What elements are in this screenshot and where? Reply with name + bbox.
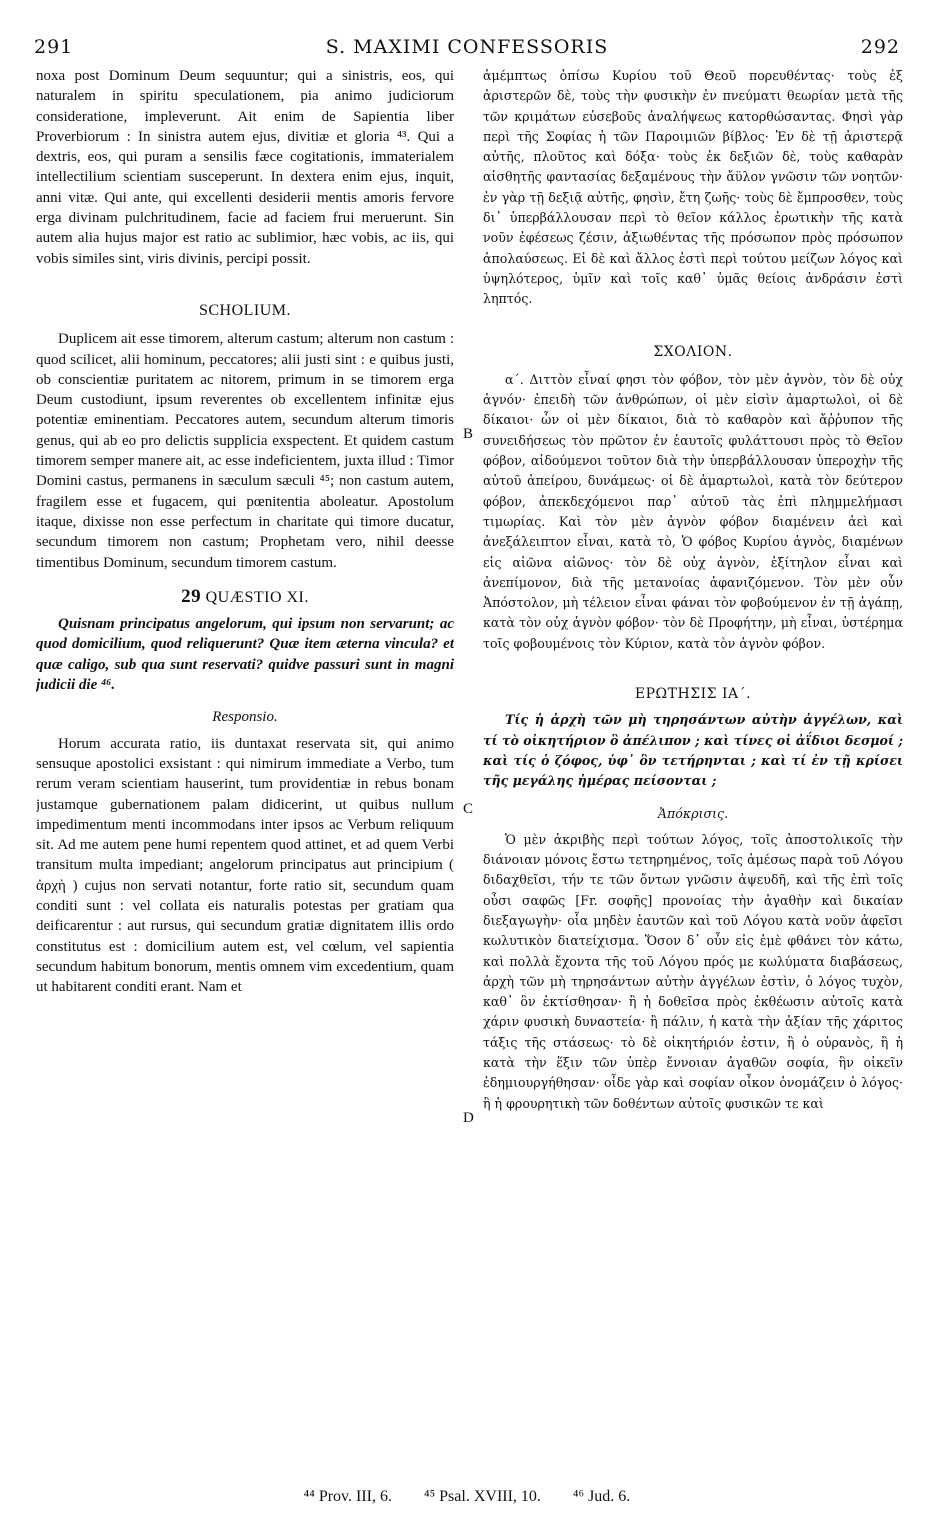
- latin-question-title: QUÆSTIO XI.: [205, 588, 309, 606]
- greek-scholium-text: α΄. Διττὸν εἶναί φησι τὸν φόβον, τὸν μὲν ἁγνὸν, τὸν δὲ οὐχ ἁγνόν· ἐπειδὴ τῶν ἀνθρώπων, οἱ μὲν εἰσὶν ἁμαρτωλοὶ, οἱ δὲ δίκαιοι· ὧν οἱ μὲν δίκαιοι, διὰ τὸ καθαρὸν καὶ ἄῤῥυπον τῆς συνειδήσεως τὸν πρῶτον ἐν ἑαυτοῖς φυλάττουσι πρὸς τὸ Θεῖον φόβον, αἰδούμενοι τοῦτον διὰ τὴν ὑπερβάλλουσαν ὑπεροχὴν τῆς αὐτοῦ ἀπείρου, δυνάμεως· οἱ δὲ ἁμαρτωλοὶ, κατὰ τὸν δεύτερον φόβον, ἀπεκδεχόμενοι παρ᾽ αὐτοῦ τὰς ἐπὶ πλημμελήμασι τιμωρίας. Καὶ τὸν μὲν ἁγνὸν φόβον διαμένειν ἀεὶ καὶ ἀνεξάλειπτον εἶναι, κατὰ τὸ, Ὁ φόβος Κυρίου ἁγνὸς, διαμένων εἰς αἰῶνα αἰῶνος· τὸν δὲ οὐχ ἁγνὸν, ἐξίτηλον εἶναι καὶ ἀνεπίμονον, διὰ τῆς μετανοίας ἀφανιζόμενον. Τὸν μὲν οὖν Ἀπόστολον, μὴ τέλειον εἶναι φάναι τὸν φοβούμενον ἐν τῇ ἀγάπῃ, κατὰ τὸν οὐχ ἁγνὸν φόβον· τὸν δὲ Προφήτην, μὴ εἶναι, ὑστέρημα τοῖς φοβουμένοις τὸν Κύριον, κατὰ τὸν ἁγνὸν φόβον.: [483, 371, 903, 651]
- page-number-right: 292: [860, 36, 900, 58]
- latin-question-text: Quisnam principatus angelorum, qui ipsum non servarunt; ac quod domicilium, quod reliquerunt? Quæ item æterna vincula? et quæ caligo, sub qua sunt reservati? quidve passuri sunt in magni judicii die ⁴⁶.: [36, 616, 454, 694]
- greek-response-text: Ὁ μὲν ἀκριβὴς περὶ τούτων λόγος, τοῖς ἀποστολικοῖς τὴν διάνοιαν μόνοις ἔστω τετηρημένος, τοῖς ἀμέσως παρὰ τοῦ Λόγου διδαχθεῖσι, τήν τε τῶν ὄντων γνῶσιν ἀψευδῆ, καὶ τῆς ἐπὶ τοῖς οὖσι σαφῶς [Fr. σοφῆς] προνοίας τὴν ἀγαθὴν καὶ δικαίαν διεξαγωγὴν· οἷα μηδὲν ἑαυτῶν καὶ τοῦ Λόγου κατὰ νοῦν ἀφεῖσι κωλυτικὸν διατείχισμα. Ὅσον δ᾽ οὖν εἰς ἐμὲ φθάνει τὸν κάτω, καὶ πολλὰ ἔχοντα τῆς τοῦ Λόγου πρός με κωλύματα διαβάσεως, ἀρχὴ τῶν μὴ τηρησάντων αὐτὴν ἀγγέλων ἐστὶν, ὁ λόγος τυχὸν, καθ᾽ ὃν ἐκτίσθησαν· ἢ ἡ δοθεῖσα πρὸς ἐκθέωσιν αὐτοῖς κατὰ χάριν φυσικὴ δυναστεία· ἢ πάλιν, ἡ κατὰ τὴν ἀξίαν τῆς χάριτος τάξις τῆς στάσεως· τὸ δὲ οἰκητήριόν ἐστιν, ἢ ὁ οὐρανὸς, ἢ ἡ κατὰ τὴν ἕξιν τῶν ὑπὲρ ἔννοιαν ἀγαθῶν σοφία, ἣν οἰκεῖν ἐδημιουργήθησαν· οἶδε γὰρ καὶ σοφίαν οἶκον ὀνομάζειν ὁ λόγος· ἢ ἡ φρουρητικὴ τῶν δοθέντων αὐτοῖς φυσικῶν τε καὶ: [483, 831, 903, 1111]
- margin-letter-d: D: [463, 1110, 474, 1126]
- greek-scholium-heading: ΣΧΟΛΙΟΝ.: [653, 343, 733, 360]
- page-number-left: 291: [34, 36, 74, 58]
- footnotes: [0, 1488, 934, 1506]
- latin-question-heading: [36, 587, 454, 608]
- greek-question-heading: ΕΡΩΤΗΣΙΣ ΙΑ΄.: [634, 686, 752, 703]
- latin-column: [36, 66, 454, 997]
- greek-column: [483, 66, 903, 1114]
- latin-response-heading: Responsio.: [212, 709, 278, 726]
- greek-intro-text: ἀμέμπτως ὀπίσω Κυρίου τοῦ Θεοῦ πορευθέντας· τοὺς ἐξ ἀριστερῶν δὲ, τοὺς τὴν φυσικὴν ἐν πνεύματι θεωρίαν μετὰ τῆς τῶν κριμάτων εὐσεβοῦς ἀναλήψεως κατορθώσαντας. Φησὶ γὰρ περὶ τῆς Σοφίας ἡ τῶν Παροιμιῶν βίβλος· Ἐν δὲ τῇ ἀριστερᾷ αὐτῆς, πλοῦτος καὶ δόξα· τοὺς ἐκ δεξιῶν δὲ, τοὺς καθαρὰν αἰσθητῆς φαντασίας δεξαμένους τὴν ἄϋλον γνῶσιν τῶν νοητῶν· ἐν γὰρ τῇ δεξιᾷ αὐτῆς, φησὶν, ἔτη ζωῆς· τοὺς δὲ ἔμπροσθεν, τοὺς δι᾽ ὑπερβάλλουσαν περὶ τὸ θεῖον κάλλος ἐρωτικὴν τῆς κατὰ νοῦν ἐφέσεως ζέσιν, ἀξιωθέντας τῆς πρόσωπον πρὸς πρόσωπον ἀπολαύσεως. Εἰ δὲ καὶ ἄλλος ἐστὶ περὶ τούτου μείζων λόγος καὶ ὑψηλότερος, ὑμῖν καὶ τοῖς καθ᾽ ὑμᾶς θείοις ἀνδράσιν ἐστὶ ληπτός.: [483, 68, 903, 307]
- latin-intro-text: noxa post Dominum Deum sequuntur; qui a sinistris, eos, qui naturalem in spiritu speculationem, pia animo judiciorum consideratione, impleverunt. Ait enim de Sapientia liber Proverbiorum : In sinistra autem ejus, divitiæ et gloria ⁴³. Qui a dextris, eos, qui puram a sensilis fæce cogitationis, immaterialem intellectilium scientiam susceperunt. In dextera enim ejus, inquit, anni vitæ. Qui ante, qui excellenti desiderii mentis amoris fervore erga divinam pulchritudinem, facie ad faciem frui meruerunt. Sin autem alia hujus major est ratio ac sublimior, hæc vobis, ac iis, qui vobis similes sint, viris divinis, percipi possit.: [36, 68, 454, 267]
- greek-response-heading: Ἀπόκρισις.: [657, 805, 729, 821]
- running-head: [34, 36, 900, 62]
- greek-question-text: Τίς ἡ ἀρχὴ τῶν μὴ τηρησάντων αὐτὴν ἀγγέλων, καὶ τί τὸ οἰκητήριον ὃ ἀπέλιπον ; καὶ τίνες οἱ ἀΐδιοι δεσμοί ; καὶ τίς ὁ ζόφος, ὑφ᾽ ὃν τετήρηνται ; καὶ τί ἐν τῇ κρίσει τῆς μεγάλης ἡμέρας πείσονται ;: [483, 712, 903, 789]
- latin-scholium-text: Duplicem ait esse timorem, alterum castum; alterum non castum : quod scilicet, alii hominum, peccatores; alii justi sint : e quibus justi, ob conscientiæ puritatem ac nitorem, primum in se timorem erga Deum custodiunt, ipsum reverentes ob excellentem infinitæ ejus potentiæ eminentiam. Peccatores autem, secundum alterum timoris genus, qui ab eo pro delictis supplicia exspectent. Et quidem castum timorem semper manere ait, ac esse indeficientem, juxta illud : Timor Domini castus, permanens in sæculum sæculi ⁴⁵; non castum autem, fragilem esse et fugacem, qui pœnitentia aboleatur. Apostolum itaque, dixisse non esse perfectum in charitate qui timore ducatur, secundum timorem non castum; Prophetam vero, nihil deesse timentibus Dominum, secundum timorem castum.: [36, 331, 454, 571]
- footnote-44: ⁴⁴ Prov. III, 6.: [303, 1488, 392, 1505]
- latin-response-text: Horum accurata ratio, iis duntaxat reservata sit, qui animo sensuque apostolici exsistant : qui nimirum immediate a Verbo, tum rerum veram scientiam hauserint, tum providentiæ in rebus bonam justamque gubernationem palam didicerint, ut quibus nullum impedimentum menti incommodans inter ipsos ac Verbum reliquum sit. Ad me autem pene humi repentem quod attinet, et ad quem Verbi transitum multa impediant; angelorum principatus aut principium ( ἀρχὴ ) cujus non servati notantur, forte ratio sit, secundum quam conditi sunt : vel collata eis naturalis potestas per gratiam qua deificarentur : aut rursus, qui secundum gratiæ dignitatem illis ordo constitutus est : domicilium autem est, vel cœlum, vel sapientia secundum habitum bonorum, mentis omnem vim excedentium, quam ut habitarent conditi erant. Nam et: [36, 735, 454, 996]
- footnote-46: ⁴⁶ Jud. 6.: [572, 1488, 631, 1505]
- running-title: S. MAXIMI CONFESSORIS: [325, 36, 609, 58]
- footnote-45: ⁴⁵ Psal. XVIII, 10.: [424, 1488, 541, 1505]
- latin-scholium-heading: SCHOLIUM.: [198, 301, 292, 319]
- margin-letter-b: B: [463, 426, 474, 442]
- margin-letter-c: C: [463, 801, 474, 817]
- question-column-number: 29: [181, 585, 202, 607]
